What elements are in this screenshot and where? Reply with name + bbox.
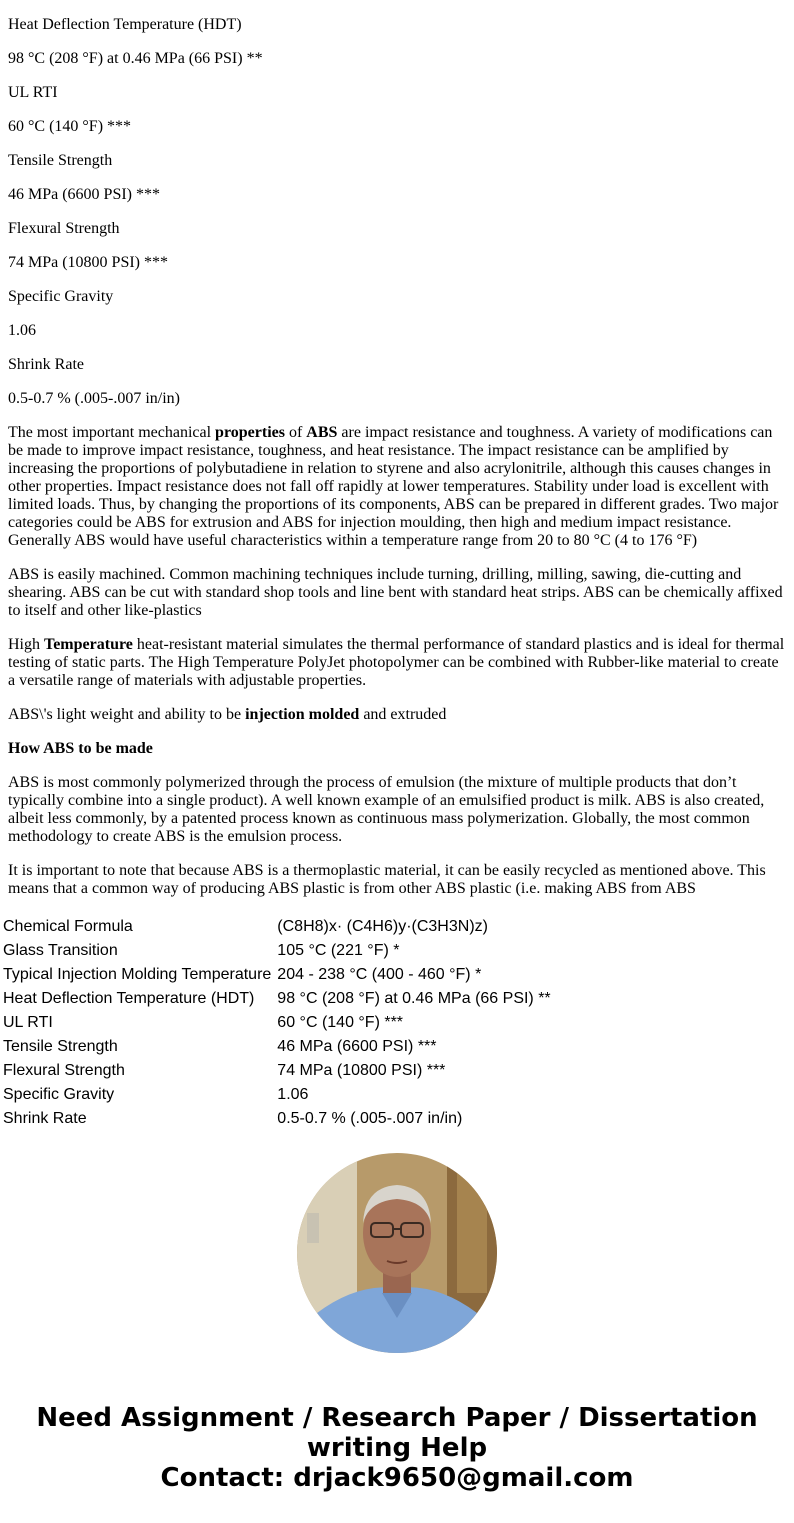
table-cell-value: 60 °C (140 °F) ***	[277, 1014, 404, 1031]
article-content	[3, 0, 786, 1132]
paragraph-machining: ABS is easily machined. Common machining techniques include turning, drilling, milling, sawing, die-cutting and shearing. ABS can be cut with standard shop tools and line bent with standard heat strips. ABS can be chemically affixed to itself and other like-plastics	[8, 566, 783, 619]
table-cell-value: 1.06	[277, 1086, 309, 1103]
property-value: 46 MPa (6600 PSI) ***	[8, 186, 161, 203]
property-label: Flexural Strength	[8, 220, 120, 237]
table-cell-label: Specific Gravity	[3, 1086, 115, 1103]
heading-text: How ABS to be made	[8, 740, 153, 757]
table-cell-label: Tensile Strength	[3, 1038, 118, 1055]
paragraph-mechanical-properties	[8, 424, 786, 550]
paragraph-light-weight	[8, 706, 786, 724]
table-row	[2, 1108, 552, 1130]
property-value: 60 °C (140 °F) ***	[8, 118, 132, 135]
table-cell-value: (C8H8)x· (C4H6)y·(C3H3N)z)	[277, 918, 488, 935]
banner-line-1: Need Assignment / Research Paper / Dissertation	[36, 1403, 758, 1433]
table-cell-label: Flexural Strength	[3, 1062, 125, 1079]
property-value: 98 °C (208 °F) at 0.46 MPa (66 PSI) **	[8, 50, 263, 67]
property-label: Specific Gravity	[8, 288, 114, 305]
author-portrait-image	[297, 1153, 497, 1353]
text-run: heat-resistant material simulates the thermal performance of standard plastics and is ideal for thermal testing of static parts. The High Temperature PolyJet photopolymer can be combined with Rubber-like material to create a versatile range of materials with adjustable properties.	[8, 636, 785, 689]
table-row	[2, 916, 552, 938]
paragraph-high-temperature	[8, 636, 786, 690]
section-heading	[8, 740, 786, 758]
table-cell-label: Shrink Rate	[3, 1110, 87, 1127]
text-run: and extruded	[359, 706, 447, 723]
bold-keyword: injection molded	[245, 706, 360, 723]
property-label: Tensile Strength	[8, 152, 113, 169]
table-cell-value: 74 MPa (10800 PSI) ***	[277, 1062, 446, 1079]
table-cell-label: Chemical Formula	[3, 918, 133, 935]
bold-keyword: ABS	[306, 424, 338, 441]
table-cell-label: Typical Injection Molding Temperature	[3, 966, 272, 983]
property-label: Shrink Rate	[8, 356, 84, 373]
property-value: 1.06	[8, 322, 36, 339]
table-cell-label: Heat Deflection Temperature (HDT)	[3, 990, 255, 1007]
text-run: The most important mechanical	[8, 424, 216, 441]
banner-line-2: writing Help	[306, 1433, 488, 1463]
paragraph-recycling: It is important to note that because ABS is a thermoplastic material, it can be easily recycled as mentioned above. This means that a common way of producing ABS plastic is from other ABS plastic (i.e. making ABS from ABS	[8, 862, 766, 897]
table-cell-label: Glass Transition	[3, 942, 118, 959]
table-row	[2, 1084, 552, 1106]
property-value: 0.5-0.7 % (.005-.007 in/in)	[8, 390, 180, 407]
table-row	[2, 1060, 552, 1082]
table-cell-value: 0.5-0.7 % (.005-.007 in/in)	[277, 1110, 463, 1127]
table-row	[2, 988, 552, 1010]
table-row	[2, 940, 552, 962]
property-value: 74 MPa (10800 PSI) ***	[8, 254, 169, 271]
table-cell-label: UL RTI	[3, 1014, 53, 1031]
table-row	[2, 964, 552, 986]
property-label: Heat Deflection Temperature (HDT)	[8, 16, 242, 33]
table-cell-value: 204 - 238 °C (400 - 460 °F) *	[277, 966, 482, 983]
text-run: ABS\'s light weight and ability to be	[8, 706, 246, 723]
avatar	[297, 1153, 497, 1353]
bold-keyword: properties	[215, 424, 285, 441]
table-cell-value: 98 °C (208 °F) at 0.46 MPa (66 PSI) **	[277, 990, 551, 1007]
text-run: are impact resistance and toughness. A variety of modifications can be made to improve impact resistance, toughness, and heat resistance. The impact resistance can be amplified by increasing the proportions of polybutadiene in relation to styrene and also acrylonitrile, although this causes changes in other properties. Impact resistance does not fall off rapidly at lower temperatures. Stability under load is excellent with limited loads. Thus, by changing the proportions of its components, ABS can be prepared in different grades. Two major categories could be ABS for extrusion and ABS for injection moulding, then high and medium impact resistance. Generally ABS would have useful characteristics within a temperature range from 20 to 80 °C (4 to 176 °F)	[8, 424, 779, 549]
table-row	[2, 1036, 552, 1058]
properties-table	[0, 914, 554, 1132]
banner-contact-email: Contact: drjack9650@gmail.com	[160, 1463, 634, 1493]
text-run: of	[284, 424, 307, 441]
property-label: UL RTI	[8, 84, 58, 101]
table-row	[2, 1012, 552, 1034]
contact-banner	[0, 1403, 794, 1493]
paragraph-emulsion: ABS is most commonly polymerized through the process of emulsion (the mixture of multiple products that don’t typically combine into a single product). A well known example of an emulsified product is milk. ABS is also created, albeit less commonly, by a patented process known as continuous mass polymerization. Globally, the most common methodology to create ABS is the emulsion process.	[8, 774, 765, 845]
table-cell-value: 46 MPa (6600 PSI) ***	[277, 1038, 437, 1055]
bold-keyword: Temperature	[44, 636, 133, 653]
table-cell-value: 105 °C (221 °F) *	[277, 942, 400, 959]
text-run: High	[8, 636, 44, 653]
